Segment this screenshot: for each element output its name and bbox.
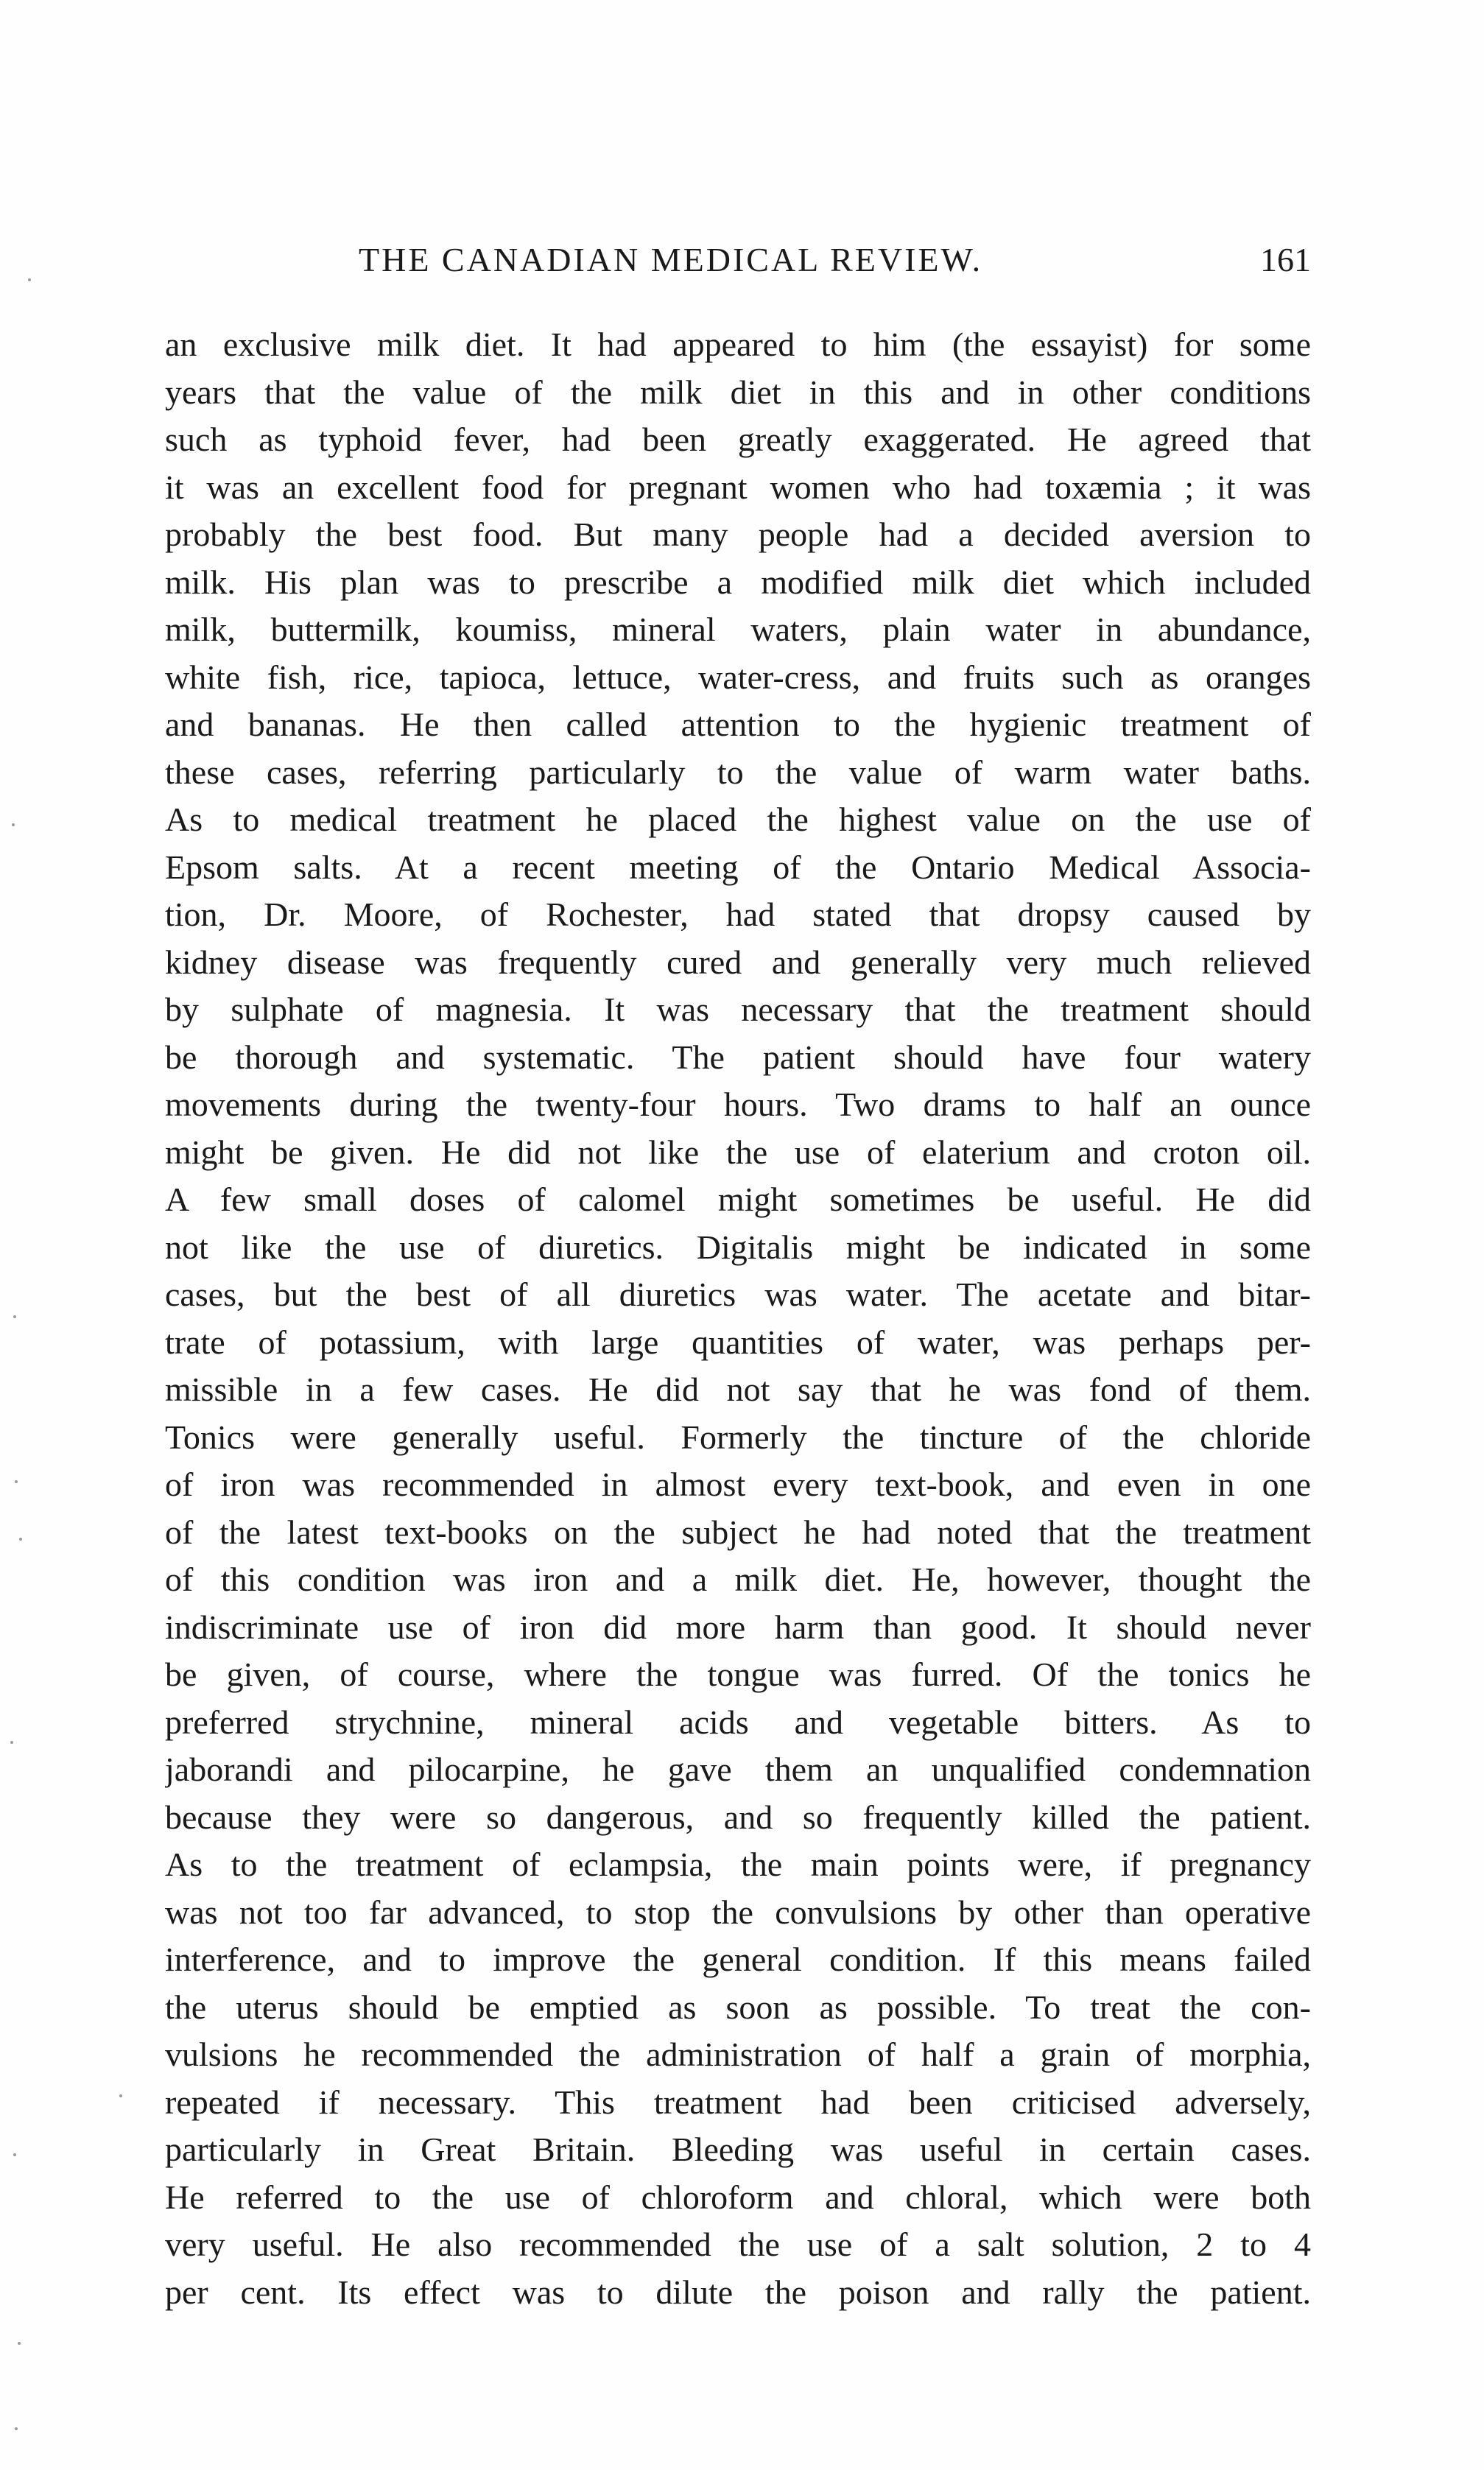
text-line: trate of potassium, with large quantities of water, was perhaps per- [165,1323,1311,1361]
body-text [165,321,1311,2316]
margin-speck [15,1480,18,1483]
text-line: He referred to the use of chloroform and chloral, which were both [165,2178,1311,2216]
text-line: As to the treatment of eclampsia, the main points were, if pregnancy [165,1846,1311,1883]
text-line: such as typhoid fever, had been greatly exaggerated. He agreed that [165,421,1311,458]
margin-speck [119,2094,122,2097]
text-line: As to medical treatment he placed the highest value on the use of [165,801,1311,838]
text-line: A few small doses of calomel might sometimes be useful. He did [165,1181,1311,1218]
margin-speck [12,823,15,826]
text-line: interference, and to improve the general condition. If this means failed [165,1941,1311,1978]
text-line: might be given. He did not like the use of elaterium and croton oil. [165,1133,1311,1171]
text-line: years that the value of the milk diet in this and in other conditions [165,373,1311,411]
running-head [165,240,1311,287]
margin-speck [15,2427,18,2430]
text-line: was not too far advanced, to stop the convulsions by other than operative [165,1893,1311,1931]
margin-speck [28,278,31,281]
text-line: be thorough and systematic. The patient should have four watery [165,1038,1311,1076]
text-line: milk, buttermilk, koumiss, mineral waters, plain water in abundance, [165,611,1311,648]
text-line: not like the use of diuretics. Digitalis might be indicated in some [165,1228,1311,1266]
text-line: tion, Dr. Moore, of Rochester, had stated that dropsy caused by [165,896,1311,933]
text-line: cases, but the best of all diuretics was water. The acetate and bitar- [165,1276,1311,1313]
text-line: per cent. Its effect was to dilute the poison and rally the patient. [165,2273,1311,2311]
text-line: vulsions he recommended the administration of half a grain of morphia, [165,2036,1311,2073]
text-line: it was an excellent food for pregnant women who had toxæmia ; it was [165,468,1311,506]
text-line: of iron was recommended in almost every text-book, and even in one [165,1466,1311,1503]
text-line: because they were so dangerous, and so frequently killed the patient. [165,1798,1311,1836]
text-line: kidney disease was frequently cured and generally very much relieved [165,943,1311,981]
margin-speck [10,1741,13,1744]
text-line: an exclusive milk diet. It had appeared to him (the essayist) for some [165,326,1311,363]
text-line: and bananas. He then called attention to the hygienic treatment of [165,706,1311,743]
text-line: of this condition was iron and a milk diet. He, however, thought the [165,1561,1311,1598]
text-line: repeated if necessary. This treatment had been criticised adversely, [165,2083,1311,2121]
text-line: movements during the twenty-four hours. Two drams to half an ounce [165,1086,1311,1123]
text-line: by sulphate of magnesia. It was necessary that the treatment should [165,991,1311,1028]
text-line: preferred strychnine, mineral acids and vegetable bitters. As to [165,1703,1311,1741]
margin-speck [13,1315,16,1318]
margin-speck [19,1538,22,1541]
text-line: be given, of course, where the tongue was furred. Of the tonics he [165,1656,1311,1693]
text-line: Tonics were generally useful. Formerly the tincture of the chloride [165,1418,1311,1456]
text-line: particularly in Great Britain. Bleeding was useful in certain cases. [165,2131,1311,2168]
text-line: milk. His plan was to prescribe a modified milk diet which included [165,563,1311,601]
text-line: these cases, referring particularly to the value of warm water baths. [165,753,1311,791]
text-line: missible in a few cases. He did not say that he was fond of them. [165,1371,1311,1408]
text-line: very useful. He also recommended the use of a salt solution, 2 to 4 [165,2226,1311,2263]
text-line: jaborandi and pilocarpine, he gave them an unqualified condemnation [165,1751,1311,1788]
text-line: probably the best food. But many people had a decided aversion to [165,516,1311,553]
text-line: the uterus should be emptied as soon as possible. To treat the con- [165,1988,1311,2026]
journal-title: THE CANADIAN MEDICAL REVIEW. [359,241,983,278]
text-line: indiscriminate use of iron did more harm than good. It should never [165,1608,1311,1646]
text-line: Epsom salts. At a recent meeting of the Ontario Medical Associa- [165,848,1311,886]
margin-speck [18,2342,21,2345]
text-line: of the latest text-books on the subject he had noted that the treatment [165,1513,1311,1551]
page-number: 161 [1260,241,1311,278]
margin-speck [13,2153,16,2156]
text-line: white fish, rice, tapioca, lettuce, water-cress, and fruits such as oranges [165,658,1311,696]
